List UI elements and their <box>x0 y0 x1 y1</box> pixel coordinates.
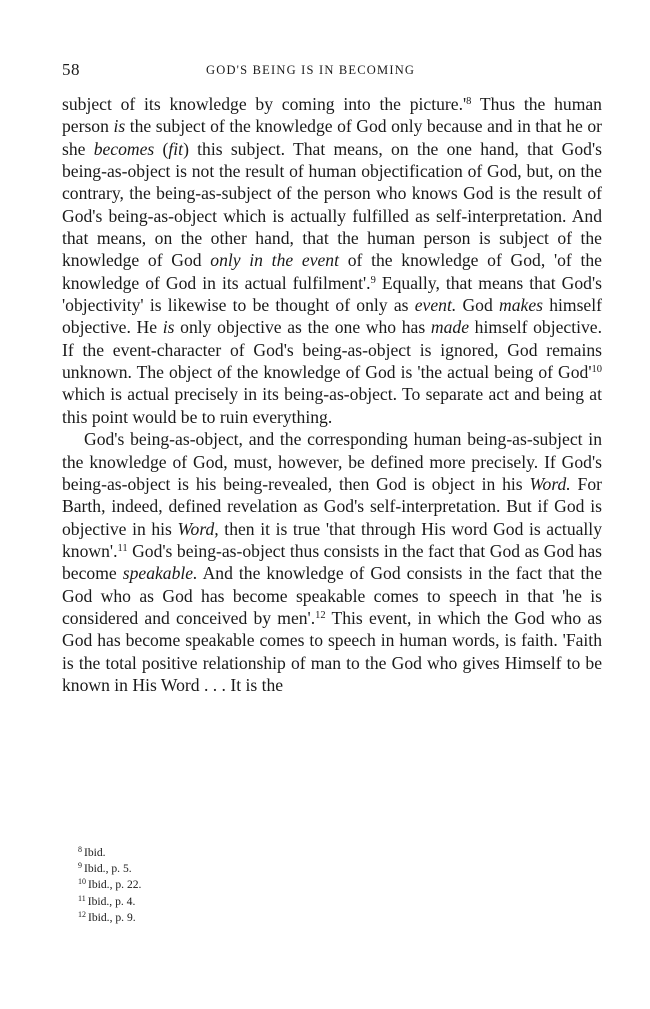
page-number: 58 <box>62 60 80 79</box>
text-segment: ( <box>154 138 169 159</box>
footnote-reference: 10 <box>591 364 602 376</box>
italic-text: Word, <box>177 518 219 539</box>
italic-text: makes <box>499 295 543 316</box>
footnote-number: 12 <box>78 909 86 919</box>
italic-text: is <box>113 116 126 137</box>
running-head: GOD'S BEING IS IN BECOMING <box>206 63 416 77</box>
footnote-text: Ibid., p. 22. <box>88 878 142 892</box>
text-segment: subject of its knowledge by coming into the picture.' <box>62 94 467 114</box>
text-segment: himself objective. If the event-character of God's being-as-object is ignored, God remains unknown. The object of the knowledge of God is 'the actual being of God' <box>62 317 602 383</box>
footnote-number: 9 <box>78 861 82 871</box>
text-segment: God's being-as-object, and the corresponding human being-as-subject in the knowledge of God, must, however, be defined more precisely. If God's being-as-object is his being-revealed, then God is object in his <box>62 429 602 494</box>
italic-text: fit <box>168 138 184 159</box>
page-header <box>62 60 602 82</box>
italic-text: Word. <box>529 473 571 494</box>
footnote-reference: 12 <box>315 609 326 621</box>
footnote <box>78 910 478 926</box>
italic-text: only in the event <box>210 250 339 271</box>
footnote-reference: 8 <box>466 96 472 107</box>
footnote-number: 11 <box>78 893 86 903</box>
text-segment: then it is true 'that through His word God is actually known'. <box>62 518 602 561</box>
body-text <box>62 93 602 696</box>
text-segment: Equally, that means that God's 'objectivity' is likewise to be thought of only as <box>62 272 602 316</box>
footnote-text: Ibid. <box>84 846 106 859</box>
footnote-text: Ibid., p. 9. <box>88 910 136 924</box>
text-segment: God <box>456 295 500 316</box>
italic-text: made <box>430 317 469 338</box>
text-segment: only objective as the one who has <box>174 317 431 338</box>
body-paragraph <box>62 428 602 696</box>
text-segment: the subject of the knowledge of God only because and in that he or she <box>62 116 602 159</box>
footnote-reference: 11 <box>117 542 128 554</box>
text-segment: of the knowledge of God, 'of the knowledge of God in its actual fulfilment'. <box>62 250 602 293</box>
text-segment: himself objective. He <box>62 295 602 338</box>
footnote-number: 8 <box>78 845 82 854</box>
italic-text: becomes <box>93 138 155 159</box>
footnotes <box>78 845 478 926</box>
text-segment: For Barth, indeed, defined revelation as God's self-interpretation. But if God is objective in his <box>62 473 602 539</box>
italic-text: event. <box>414 295 457 316</box>
footnote <box>78 845 478 861</box>
text-segment: This event, in which the God who as God has become speakable comes to speech in human words, is faith. 'Faith is the total positive relationship of man to the God who gives Himself to be known in His Word . . . It is the <box>62 607 602 695</box>
footnote-number: 10 <box>78 877 86 887</box>
footnote <box>78 894 478 910</box>
text-segment: Thus the human person <box>62 94 602 137</box>
footnote-text: Ibid., p. 4. <box>87 894 136 908</box>
footnote <box>78 877 478 893</box>
body-paragraph <box>62 93 602 428</box>
italic-text: is <box>162 317 175 338</box>
footnote <box>78 861 478 877</box>
text-segment: ) this subject. That means, on the one hand, that God's being-as-object is not the result of human objectification of God, but, on the contrary, the being-as-subject of the person who knows God is the result of God's being-as-object which is actually fulfilled as self-interpretation. And that means, on the other hand, that the human person is subject of the knowledge of God <box>62 138 602 271</box>
text-segment: God's being-as-object thus consists in the fact that God as God has become <box>62 540 602 584</box>
italic-text: speakable. <box>122 563 198 584</box>
text-segment: which is actual precisely in its being-as-object. To separate act and being at this point would be to ruin everything. <box>62 384 602 427</box>
footnote-text: Ibid., p. 5. <box>84 862 132 876</box>
footnote-reference: 9 <box>370 274 376 286</box>
text-segment: And the knowledge of God consists in the fact that the God who as God has become speakable comes to speech in that 'he is considered and conceived by men'. <box>62 563 602 628</box>
